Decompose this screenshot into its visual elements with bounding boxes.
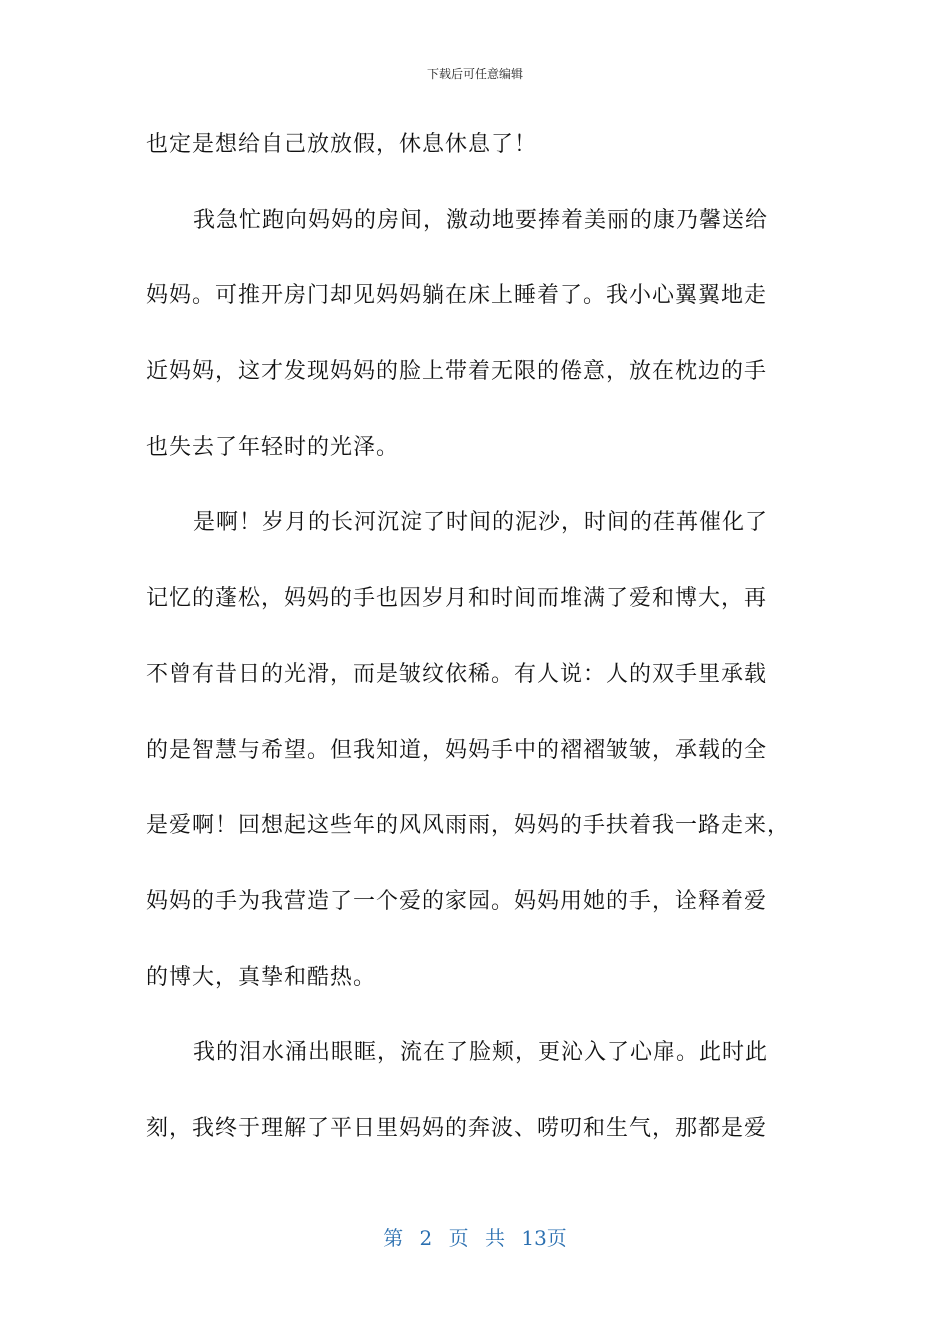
body-line-10: 是爱啊！回想起这些年的风风雨雨，妈妈的手扶着我一路走来， [146,813,791,839]
body-line-2: 我急忙跑向妈妈的房间，激动地要捧着美丽的康乃馨送给 [193,207,769,233]
page-footer [0,1224,950,1252]
body-line-14: 刻，我终于理解了平日里妈妈的奔波、唠叨和生气，那都是爱 [146,1115,768,1141]
body-line-9: 的是智慧与希望。但我知道，妈妈手中的褶褶皱皱，承载的全 [146,737,768,763]
body-line-4: 近妈妈，这才发现妈妈的脸上带着无限的倦意，放在枕边的手 [146,359,768,385]
page-header [0,66,950,82]
footer-label-di: 第 [383,1226,404,1250]
body-line-5: 也失去了年轻时的光泽。 [146,434,400,460]
body-line-6: 是啊！岁月的长河沉淀了时间的泥沙，时间的荏苒催化了 [193,510,769,536]
body-line-7: 记忆的蓬松，妈妈的手也因岁月和时间而堆满了爱和博大，再 [146,586,768,612]
header-text: 下载后可任意编辑 [426,67,523,81]
footer-current-page: 2 [419,1226,433,1250]
body-line-3: 妈妈。可推开房门却见妈妈躺在床上睡着了。我小心翼翼地走 [146,283,768,309]
document-body [146,125,806,1185]
body-line-11: 妈妈的手为我营造了一个爱的家园。妈妈用她的手，诠释着爱 [146,888,768,914]
footer-label-gong: 共 [485,1226,505,1250]
footer-total-pages: 13页 [521,1226,567,1250]
body-line-13: 我的泪水涌出眼眶，流在了脸颊，更沁入了心扉。此时此 [193,1040,769,1066]
body-line-8: 不曾有昔日的光滑，而是皱纹依稀。有人说：人的双手里承载 [146,661,768,687]
body-line-1: 也定是想给自己放放假，休息休息了！ [146,132,538,157]
footer-label-ye: 页 [448,1226,469,1250]
body-line-12: 的博大，真挚和酷热。 [146,964,377,990]
